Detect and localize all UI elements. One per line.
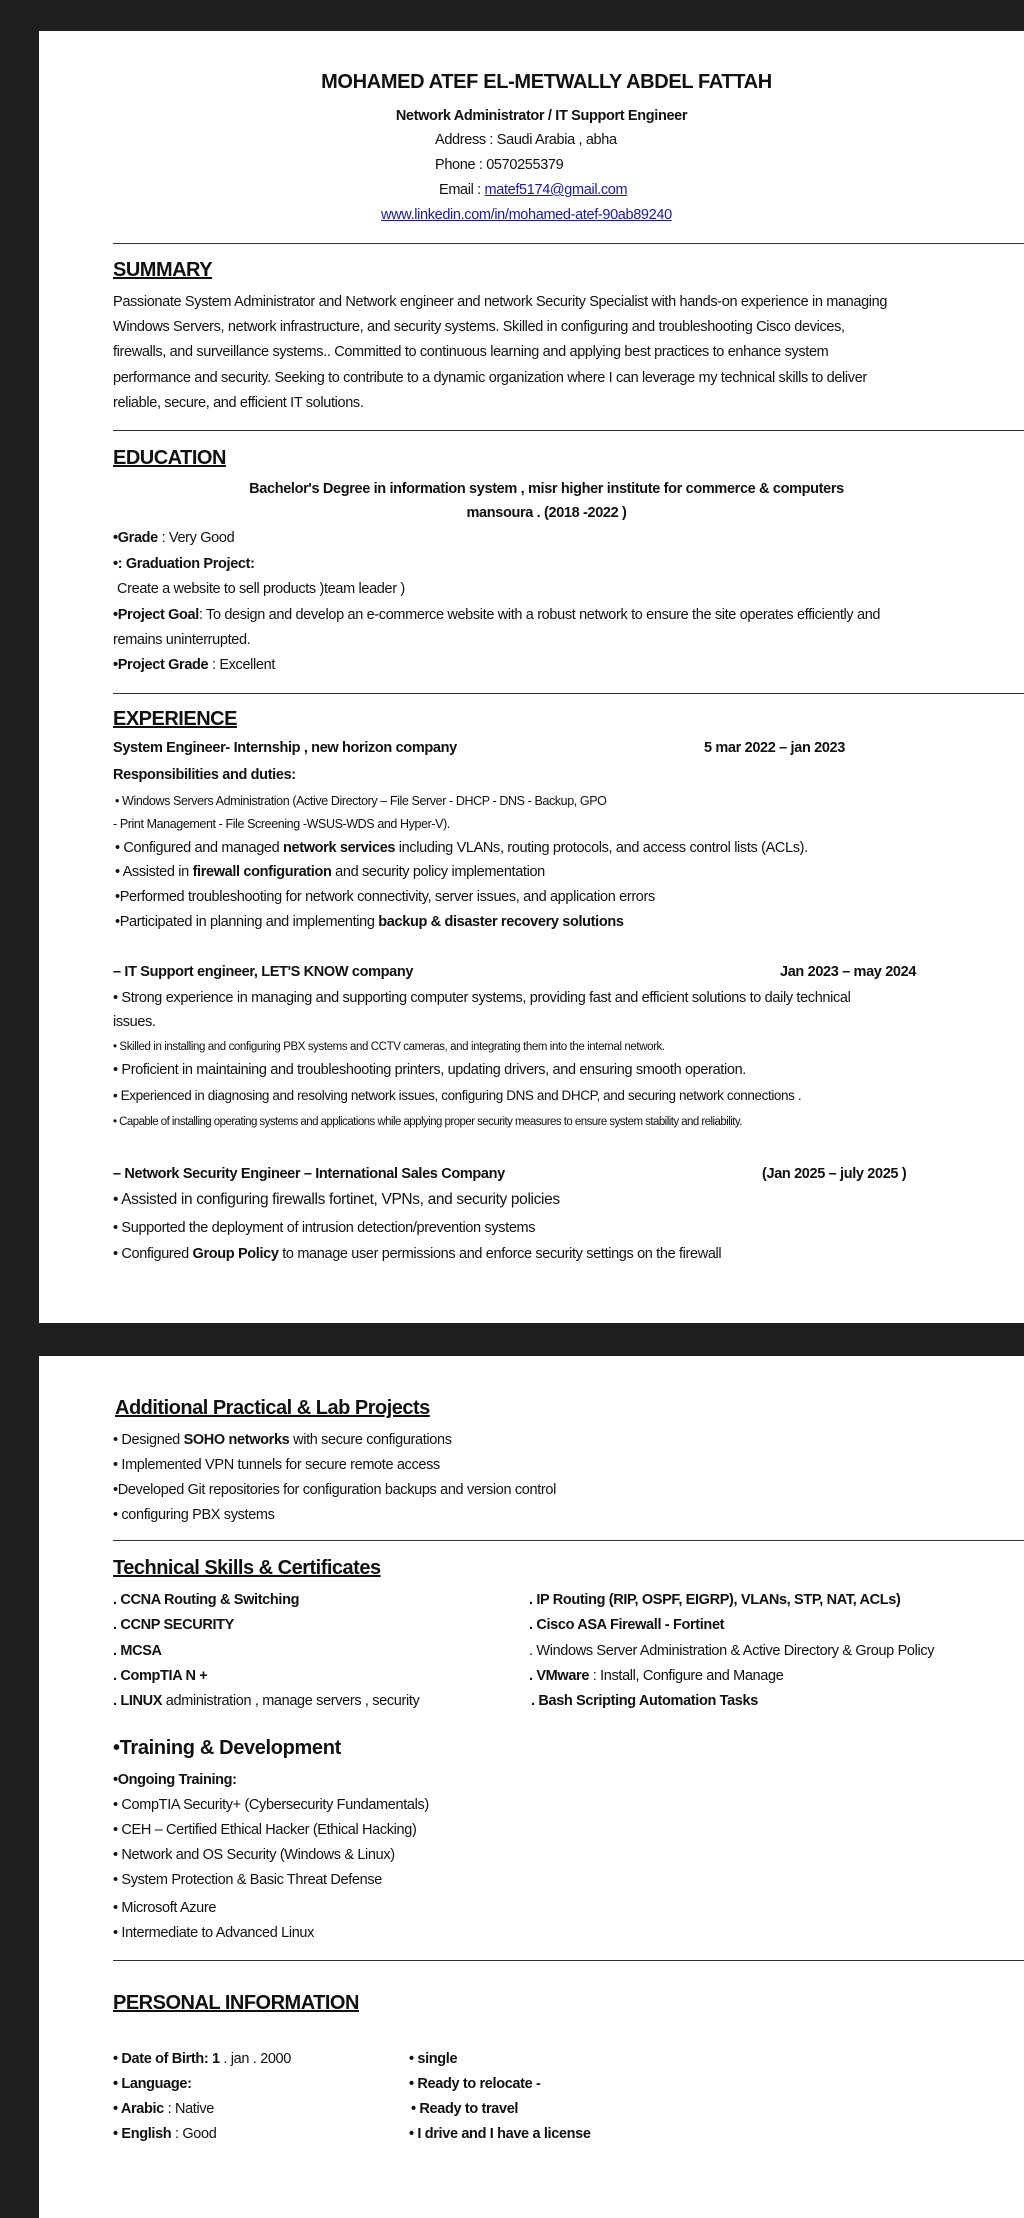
date-of-birth [113, 2050, 291, 2068]
language-label: • Language: [113, 2076, 192, 2092]
training-item: • Microsoft Azure [113, 1900, 217, 1916]
text: •Participated in planning and implementing [115, 914, 379, 930]
candidate-name: MOHAMED ATEF EL-METWALLY ABDEL FATTAH [321, 71, 772, 93]
email [439, 181, 627, 199]
projects-heading: Additional Practical & Lab Projects [115, 1397, 430, 1419]
divider [113, 693, 1024, 694]
text: including VLANs, routing protocols, and access control lists (ACLs). [395, 840, 808, 856]
skills-heading: Technical Skills & Certificates [113, 1557, 381, 1579]
address-label: Address : [435, 132, 497, 148]
project-item: •Developed Git repositories for configuration backups and version control [113, 1482, 556, 1498]
experience-heading: EXPERIENCE [113, 708, 237, 730]
skill-item: . MCSA [113, 1643, 162, 1659]
text: : Install, Configure and Manage [589, 1668, 784, 1684]
project-grade [113, 656, 275, 674]
dob-label: • Date of Birth: 1 [113, 2051, 220, 2067]
training-item: • Network and OS Security (Windows & Linux) [113, 1847, 395, 1863]
skill-item: . Bash Scripting Automation Tasks [531, 1693, 758, 1709]
text: • Assisted in [115, 864, 193, 880]
project-goal-cont: remains uninterrupted. [113, 632, 251, 648]
text-bold: backup & disaster recovery solutions [378, 914, 624, 930]
text: • Configured [113, 1246, 193, 1262]
personal-item: • Ready to relocate - [409, 2076, 541, 2092]
training-item: • CEH – Certified Ethical Hacker (Ethical Hacking) [113, 1822, 417, 1838]
personal-item: • single [409, 2051, 458, 2067]
job1-item [115, 839, 808, 857]
grade [113, 529, 234, 547]
job1-item: •Performed troubleshooting for network connectivity, server issues, and application errors [115, 889, 655, 905]
job3-item: • Supported the deployment of intrusion detection/prevention systems [113, 1220, 536, 1236]
graduation-project-label: •: Graduation Project: [113, 556, 255, 572]
education-heading: EDUCATION [113, 447, 226, 469]
personal-item: • Ready to travel [411, 2101, 519, 2117]
project-goal-value: : To design and develop an e-commerce website with a robust network to ensure the site operates efficiently and [198, 607, 881, 623]
graduation-project: Create a website to sell products )team leader ) [117, 581, 405, 597]
grade-value: : Very Good [157, 530, 235, 546]
skill-item: . IP Routing (RIP, OSPF, EIGRP), VLANs, STP, NAT, ACLs) [529, 1592, 901, 1608]
training-item: • System Protection & Basic Threat Defense [113, 1872, 382, 1888]
linkedin-link[interactable]: www.linkedin.com/in/mohamed-atef-90ab89240 [381, 207, 672, 223]
job1-item: - Print Management - File Screening -WSUS-WDS and Hyper-V). [113, 817, 450, 831]
text-bold: • Arabic [113, 2101, 164, 2117]
project-item: • Implemented VPN tunnels for secure remote access [113, 1457, 440, 1473]
skill-item: . CCNA Routing & Switching [113, 1592, 300, 1608]
email-label: Email : [439, 182, 485, 198]
job2-item: • Skilled in installing and configuring PBX systems and CCTV cameras, and integrating them into the internal network. [113, 1041, 665, 1053]
summary-line: firewalls, and surveillance systems.. Committed to continuous learning and applying best practices to enhance system [113, 344, 829, 360]
dob-value: . jan . 2000 [219, 2051, 291, 2067]
job2-item: • Strong experience in managing and supporting computer systems, providing fast and efficient solutions to daily technical [113, 990, 851, 1006]
text-bold: firewall configuration [192, 864, 332, 880]
project-grade-value: : Excellent [208, 657, 276, 673]
job-title: Network Administrator / IT Support Engineer [395, 108, 688, 124]
text: • Designed [113, 1432, 184, 1448]
summary-line: Windows Servers, network infrastructure, and security systems. Skilled in configuring and troubleshooting Cisco devices, [113, 319, 845, 335]
ongoing-training-label: •Ongoing Training: [113, 1772, 237, 1788]
divider [113, 430, 1024, 431]
text: administration , manage servers , security [162, 1693, 420, 1709]
job2-item: • Proficient in maintaining and troubleshooting printers, updating drivers, and ensuring smooth operation. [113, 1062, 746, 1078]
project-item: • configuring PBX systems [113, 1507, 275, 1523]
text-bold: . LINUX [113, 1693, 163, 1709]
skill-item [113, 1692, 419, 1710]
address-value: Saudi Arabia , abha [496, 132, 617, 148]
text: • Configured and managed [115, 840, 284, 856]
resume-page-2 [39, 1356, 1024, 2218]
summary-line: performance and security. Seeking to contribute to a dynamic organization where I can leverage my technical skills to deliver [113, 370, 867, 386]
job3-item: • Assisted in configuring firewalls fortinet, VPNs, and security policies [113, 1191, 560, 1208]
email-link[interactable]: matef5174@gmail.com [484, 182, 628, 198]
skill-item: . CCNP SECURITY [113, 1617, 234, 1633]
personal-item: • I drive and I have a license [409, 2126, 591, 2142]
skill-item: . CompTIA N + [113, 1668, 208, 1684]
phone [435, 156, 563, 174]
personal-heading: PERSONAL INFORMATION [113, 1992, 359, 2014]
job3-item [113, 1245, 721, 1263]
job1-dates: 5 mar 2022 – jan 2023 [704, 740, 845, 756]
institute-location: mansoura . (2018 -2022 ) [466, 505, 627, 521]
job2-item: issues. [113, 1014, 156, 1030]
text: with secure configurations [289, 1432, 452, 1448]
skill-item: . Windows Server Administration & Active Directory & Group Policy [529, 1643, 935, 1659]
summary-line: Passionate System Administrator and Network engineer and network Security Specialist with hands-on experience in managing [113, 294, 888, 310]
text-bold: . VMware [529, 1668, 590, 1684]
degree: Bachelor's Degree in information system , misr higher institute for commerce & computers [249, 481, 844, 497]
project-grade-label: •Project Grade [113, 657, 209, 673]
text: to manage user permissions and enforce security settings on the firewall [278, 1246, 722, 1262]
text-bold: SOHO networks [183, 1432, 290, 1448]
job2-item: • Capable of installing operating systems and applications while applying proper security measures to ensure system stability and reliability. [113, 1116, 742, 1128]
grade-label: •Grade [113, 530, 158, 546]
job3-title: – Network Security Engineer – International Sales Company [113, 1166, 505, 1182]
job1-item: • Windows Servers Administration (Active Directory – File Server - DHCP - DNS - Backup, GPO [115, 794, 607, 808]
job2-title: – IT Support engineer, LET'S KNOW company [113, 964, 414, 980]
project-goal-label: •Project Goal [113, 607, 199, 623]
text-bold: • English [113, 2126, 172, 2142]
phone-label: Phone : [435, 157, 487, 173]
job1-responsibilities: Responsibilities and duties: [113, 767, 296, 783]
text-bold: network services [283, 840, 396, 856]
divider [113, 1540, 1024, 1541]
divider [113, 1960, 1024, 1961]
summary-heading: SUMMARY [113, 259, 213, 281]
text: : Native [163, 2101, 214, 2117]
job1-title: System Engineer- Internship , new horizon company [113, 740, 457, 756]
text-bold: Group Policy [192, 1246, 279, 1262]
training-heading: •Training & Development [113, 1737, 341, 1759]
skill-item [529, 1667, 783, 1685]
skill-item: . Cisco ASA Firewall - Fortinet [529, 1617, 725, 1633]
resume-page-1 [39, 31, 1024, 1323]
job1-item [115, 913, 624, 931]
linkedin [381, 206, 672, 224]
job1-item [115, 863, 545, 881]
job2-item: • Experienced in diagnosing and resolving network issues, configuring DNS and DHCP, and securing network connections . [113, 1088, 802, 1103]
language-english [113, 2125, 216, 2143]
project-goal [113, 606, 880, 624]
text: and security policy implementation [331, 864, 545, 880]
summary-line: reliable, secure, and efficient IT solutions. [113, 395, 364, 411]
training-item: • CompTIA Security+ (Cybersecurity Fundamentals) [113, 1797, 429, 1813]
phone-value: 0570255379 [486, 157, 564, 173]
project-item [113, 1431, 452, 1449]
address [435, 131, 617, 149]
training-item: • Intermediate to Advanced Linux [113, 1925, 315, 1941]
divider [113, 243, 1024, 244]
text: : Good [171, 2126, 217, 2142]
language-arabic [113, 2100, 214, 2118]
job3-dates: (Jan 2025 – july 2025 ) [762, 1166, 907, 1182]
job2-dates: Jan 2023 – may 2024 [780, 964, 917, 980]
